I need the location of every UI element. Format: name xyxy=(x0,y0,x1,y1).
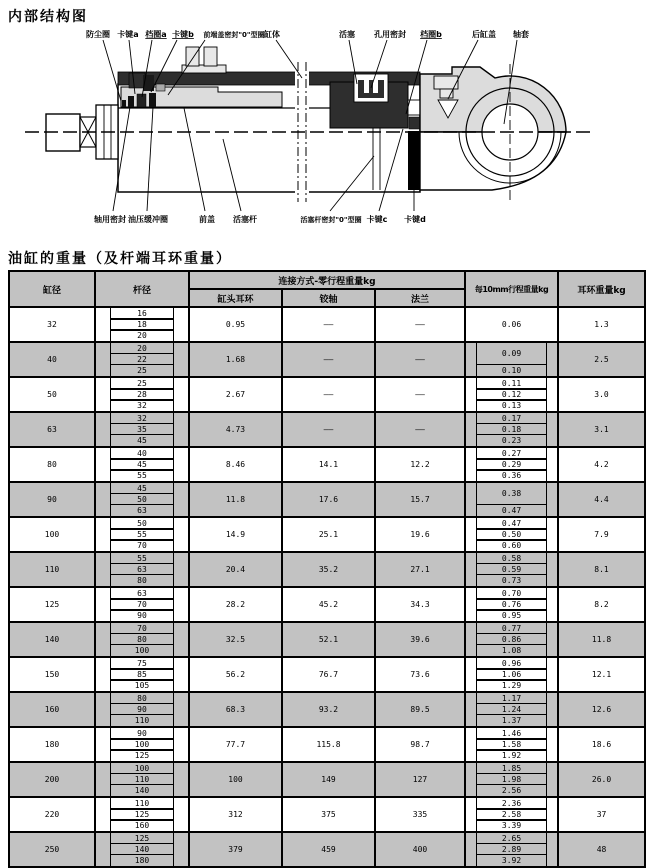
ring-weight-cell: 12.6 xyxy=(558,692,645,727)
ring-weight-cell: 26.0 xyxy=(558,762,645,797)
per10-value: 2.65 xyxy=(476,832,547,845)
rod-value: 45 xyxy=(110,434,174,447)
bore-cell: 90 xyxy=(9,482,95,517)
rod-cell xyxy=(95,575,189,587)
rod-value: 70 xyxy=(110,598,174,611)
head-ring-weight-cell: 32.5 xyxy=(189,622,282,657)
ring-weight-cell: 4.2 xyxy=(558,447,645,482)
rod-value: 125 xyxy=(110,832,174,845)
per10-value: 1.06 xyxy=(476,668,547,681)
rod-value: 180 xyxy=(110,854,174,867)
rod-cell xyxy=(95,400,189,412)
flange-weight-cell: 12.2 xyxy=(375,447,465,482)
rod-value: 110 xyxy=(110,773,174,786)
rod-cell xyxy=(95,785,189,797)
flange-weight-cell: 19.6 xyxy=(375,517,465,552)
per10-value: 0.47 xyxy=(476,504,547,517)
per10-value: 1.29 xyxy=(476,679,547,692)
table-row xyxy=(9,692,645,704)
hinge-weight-cell: —— xyxy=(282,412,375,447)
per10-value: 0.36 xyxy=(476,469,547,482)
rod-value: 105 xyxy=(110,679,174,692)
per10-weight-cell xyxy=(465,680,558,692)
bore-cell: 80 xyxy=(9,447,95,482)
head-ring-weight-cell: 379 xyxy=(189,832,282,867)
rod-value: 32 xyxy=(110,412,174,425)
flange-weight-cell: 400 xyxy=(375,832,465,867)
rod-value: 50 xyxy=(110,517,174,530)
ring-weight-cell: 48 xyxy=(558,832,645,867)
rod-value: 63 xyxy=(110,587,174,600)
rod-value: 110 xyxy=(110,797,174,810)
rod-value: 100 xyxy=(110,762,174,775)
table-row xyxy=(9,342,645,354)
rod-value: 75 xyxy=(110,657,174,670)
rod-value: 110 xyxy=(110,714,174,727)
per10-weight-cell: 0.06 xyxy=(465,307,558,342)
rod-value: 70 xyxy=(110,539,174,552)
rod-value: 80 xyxy=(110,633,174,646)
rod-value: 85 xyxy=(110,668,174,681)
rod-value: 100 xyxy=(110,738,174,751)
rod-value: 80 xyxy=(110,574,174,587)
per10-value: 0.11 xyxy=(476,377,547,390)
head-ring-weight-cell: 28.2 xyxy=(189,587,282,622)
tie-bolts xyxy=(182,47,226,73)
per10-value: 3.92 xyxy=(476,854,547,867)
rod-cell xyxy=(95,750,189,762)
per10-weight-cell xyxy=(465,482,558,505)
bore-cell: 150 xyxy=(9,657,95,692)
per10-weight-cell xyxy=(465,750,558,762)
per10-value: 0.70 xyxy=(476,587,547,600)
head-ring-weight-cell: 2.67 xyxy=(189,377,282,412)
ring-weight-cell: 3.0 xyxy=(558,377,645,412)
label-front-cover: 前盖 xyxy=(199,215,215,224)
flange-weight-cell: 27.1 xyxy=(375,552,465,587)
per10-value: 0.23 xyxy=(476,434,547,447)
rod-cell xyxy=(95,680,189,692)
rod-value: 20 xyxy=(110,329,174,342)
rod-cell xyxy=(95,505,189,517)
ring-weight-cell: 2.5 xyxy=(558,342,645,377)
hinge-weight-cell: 45.2 xyxy=(282,587,375,622)
rod-value: 70 xyxy=(110,622,174,635)
per10-value: 0.13 xyxy=(476,399,547,412)
label-buffer-ring: 油压缓冲圈 xyxy=(128,215,168,224)
per10-value: 0.76 xyxy=(476,598,547,611)
header-ring-weight: 耳环重量kg xyxy=(558,271,645,307)
per10-value: 0.18 xyxy=(476,423,547,436)
rod-value: 80 xyxy=(110,692,174,705)
per10-value: 1.08 xyxy=(476,644,547,657)
head-ring-weight-cell: 4.73 xyxy=(189,412,282,447)
head-ring-weight-cell: 8.46 xyxy=(189,447,282,482)
per10-value: 0.50 xyxy=(476,528,547,541)
rod-value: 63 xyxy=(110,563,174,576)
rod-value: 90 xyxy=(110,609,174,622)
rod-value: 55 xyxy=(110,552,174,565)
label-piston-rod: 活塞杆 xyxy=(233,215,257,224)
per10-value: 1.92 xyxy=(476,749,547,762)
per10-value: 0.73 xyxy=(476,574,547,587)
rod-value: 45 xyxy=(110,482,174,495)
rod-value: 125 xyxy=(110,808,174,821)
rod-cell xyxy=(95,435,189,447)
per10-value: 0.58 xyxy=(476,552,547,565)
hinge-weight-cell: 52.1 xyxy=(282,622,375,657)
per10-value: 1.98 xyxy=(476,773,547,786)
head-ring-weight-cell: 312 xyxy=(189,797,282,832)
head-ring-weight-cell: 14.9 xyxy=(189,517,282,552)
per10-value: 0.47 xyxy=(476,517,547,530)
header-per10: 每10mm行程重量kg xyxy=(465,271,558,307)
per10-value: 0.96 xyxy=(476,657,547,670)
rod-value: 125 xyxy=(110,749,174,762)
flange-weight-cell: 34.3 xyxy=(375,587,465,622)
rod-cell xyxy=(95,365,189,377)
flange-weight-cell: 73.6 xyxy=(375,657,465,692)
head-ring-weight-cell: 100 xyxy=(189,762,282,797)
table-row xyxy=(9,377,645,389)
clamp-strip xyxy=(408,131,421,190)
weight-table-body xyxy=(9,307,645,867)
per10-value: 0.12 xyxy=(476,388,547,401)
per10-weight-cell xyxy=(465,820,558,832)
flange-weight-cell: —— xyxy=(375,342,465,377)
label-key-c: 卡键c xyxy=(366,215,388,224)
rod-value: 16 xyxy=(110,307,174,320)
rod-value: 160 xyxy=(110,819,174,832)
label-retainer-a: 档圈a xyxy=(145,30,167,39)
label-key-b: 卡键b xyxy=(172,30,194,39)
hinge-weight-cell: 76.7 xyxy=(282,657,375,692)
rod-cell xyxy=(95,470,189,482)
hinge-weight-cell: 35.2 xyxy=(282,552,375,587)
per10-weight-cell xyxy=(465,855,558,867)
per10-weight-cell xyxy=(465,470,558,482)
hinge-weight-cell: 25.1 xyxy=(282,517,375,552)
ring-weight-cell: 18.6 xyxy=(558,727,645,762)
label-key-a: 卡键a xyxy=(117,30,139,39)
head-ring-weight-cell: 68.3 xyxy=(189,692,282,727)
rod-value: 55 xyxy=(110,469,174,482)
per10-value: 2.56 xyxy=(476,784,547,797)
hinge-weight-cell: 93.2 xyxy=(282,692,375,727)
weight-table-header xyxy=(9,271,645,307)
ring-weight-cell: 7.9 xyxy=(558,517,645,552)
ring-weight-cell: 4.4 xyxy=(558,482,645,517)
per10-value: 1.24 xyxy=(476,703,547,716)
flange-weight-cell: 127 xyxy=(375,762,465,797)
flange-weight-cell: 89.5 xyxy=(375,692,465,727)
head-ring-weight-cell: 1.68 xyxy=(189,342,282,377)
per10-weight-cell xyxy=(465,342,558,365)
label-shaft-seal: 轴用密封 xyxy=(94,215,126,224)
per10-value: 1.17 xyxy=(476,692,547,705)
per10-value: 2.89 xyxy=(476,843,547,856)
hinge-weight-cell: 14.1 xyxy=(282,447,375,482)
hinge-weight-cell: 459 xyxy=(282,832,375,867)
per10-value: 1.37 xyxy=(476,714,547,727)
rod-value: 90 xyxy=(110,703,174,716)
rod-cell xyxy=(95,645,189,657)
label-cylinder-body: 缸体 xyxy=(264,30,280,39)
table-row xyxy=(9,307,645,319)
ring-weight-cell: 11.8 xyxy=(558,622,645,657)
head-ring-weight-cell: 11.8 xyxy=(189,482,282,517)
per10-weight-cell xyxy=(465,645,558,657)
table-row xyxy=(9,657,645,669)
bore-cell: 220 xyxy=(9,797,95,832)
rod-cell xyxy=(95,715,189,727)
head-ring-weight-cell: 77.7 xyxy=(189,727,282,762)
rod-cell xyxy=(95,820,189,832)
per10-value: 0.17 xyxy=(476,412,547,425)
hinge-weight-cell: —— xyxy=(282,377,375,412)
rod-value: 140 xyxy=(110,843,174,856)
retainer-parts xyxy=(408,100,421,129)
table-row xyxy=(9,832,645,844)
per10-value: 2.36 xyxy=(476,797,547,810)
flange-weight-cell: 335 xyxy=(375,797,465,832)
ring-weight-cell: 1.3 xyxy=(558,307,645,342)
rod-value: 63 xyxy=(110,504,174,517)
per10-weight-cell xyxy=(465,715,558,727)
table-row xyxy=(9,482,645,494)
header-hinge: 铰轴 xyxy=(282,289,375,307)
ring-weight-cell: 3.1 xyxy=(558,412,645,447)
per10-value: 0.86 xyxy=(476,633,547,646)
rod-cell xyxy=(95,540,189,552)
head-ring-weight-cell: 20.4 xyxy=(189,552,282,587)
table-row xyxy=(9,762,645,774)
table-row xyxy=(9,412,645,424)
ring-weight-cell: 8.1 xyxy=(558,552,645,587)
table-row xyxy=(9,797,645,809)
label-rod-oring: 活塞杆密封"0"型圈 xyxy=(300,216,362,224)
rod-value: 25 xyxy=(110,364,174,377)
rod-cell xyxy=(95,610,189,622)
bore-cell: 125 xyxy=(9,587,95,622)
label-bushing: 轴套 xyxy=(513,30,529,39)
label-dust-ring: 防尘圈 xyxy=(86,30,110,39)
bore-cell: 250 xyxy=(9,832,95,867)
bore-cell: 50 xyxy=(9,377,95,412)
head-ring-weight-cell: 0.95 xyxy=(189,307,282,342)
rod-value: 140 xyxy=(110,784,174,797)
hinge-weight-cell: 149 xyxy=(282,762,375,797)
per10-weight-cell xyxy=(465,365,558,377)
table-row xyxy=(9,622,645,634)
per10-value: 0.60 xyxy=(476,539,547,552)
rod-value: 55 xyxy=(110,528,174,541)
bore-cell: 100 xyxy=(9,517,95,552)
hinge-weight-cell: —— xyxy=(282,342,375,377)
rod-value: 28 xyxy=(110,388,174,401)
flange-weight-cell: —— xyxy=(375,307,465,342)
flange-weight-cell: —— xyxy=(375,412,465,447)
weight-table xyxy=(8,270,646,868)
ring-weight-cell: 8.2 xyxy=(558,587,645,622)
per10-value: 1.85 xyxy=(476,762,547,775)
ring-weight-cell: 37 xyxy=(558,797,645,832)
per10-value: 2.58 xyxy=(476,808,547,821)
rod-value: 50 xyxy=(110,493,174,506)
rod-value: 20 xyxy=(110,342,174,355)
rod-value: 35 xyxy=(110,423,174,436)
diagram-title: 内部结构图 xyxy=(8,9,88,25)
bore-cell: 180 xyxy=(9,727,95,762)
label-bore-seal: 孔用密封 xyxy=(374,30,406,39)
rod-value: 18 xyxy=(110,318,174,331)
label-rear-cap: 后缸盖 xyxy=(472,30,496,39)
per10-weight-cell xyxy=(465,575,558,587)
flange-weight-cell: —— xyxy=(375,377,465,412)
per10-value: 1.58 xyxy=(476,738,547,751)
rod-value: 100 xyxy=(110,644,174,657)
ring-weight-cell: 12.1 xyxy=(558,657,645,692)
hinge-weight-cell: —— xyxy=(282,307,375,342)
flange-weight-cell: 39.6 xyxy=(375,622,465,657)
table-row xyxy=(9,447,645,459)
table-row xyxy=(9,727,645,739)
hinge-weight-cell: 375 xyxy=(282,797,375,832)
bore-cell: 40 xyxy=(9,342,95,377)
per10-value: 0.10 xyxy=(476,364,547,377)
hinge-weight-cell: 115.8 xyxy=(282,727,375,762)
rod-cell xyxy=(95,855,189,867)
label-front-cap-oring: 前端盖密封"0"型圈 xyxy=(203,31,265,39)
per10-value: 3.39 xyxy=(476,819,547,832)
rod-value: 25 xyxy=(110,377,174,390)
rod-value: 32 xyxy=(110,399,174,412)
per10-value: 0.27 xyxy=(476,447,547,460)
per10-value: 1.46 xyxy=(476,727,547,740)
table-title: 油缸的重量（及杆端耳环重量） xyxy=(8,251,232,267)
bore-cell: 32 xyxy=(9,307,95,342)
bore-cell: 63 xyxy=(9,412,95,447)
per10-value: 0.77 xyxy=(476,622,547,635)
per10-weight-cell xyxy=(465,400,558,412)
rod-value: 22 xyxy=(110,353,174,366)
per10-weight-cell xyxy=(465,505,558,517)
table-row xyxy=(9,517,645,529)
label-piston: 活塞 xyxy=(339,30,355,39)
bore-cell: 110 xyxy=(9,552,95,587)
per10-weight-cell xyxy=(465,540,558,552)
table-row xyxy=(9,587,645,599)
header-bore: 缸径 xyxy=(9,271,95,307)
table-row xyxy=(9,552,645,564)
per10-value: 0.59 xyxy=(476,563,547,576)
head-ring-weight-cell: 56.2 xyxy=(189,657,282,692)
header-rod: 杆径 xyxy=(95,271,189,307)
rod-value: 45 xyxy=(110,458,174,471)
bore-cell: 200 xyxy=(9,762,95,797)
rod-value: 90 xyxy=(110,727,174,740)
per10-weight-cell xyxy=(465,785,558,797)
rod-cell xyxy=(95,330,189,342)
header-head-ring: 缸头耳环 xyxy=(189,289,282,307)
label-key-d: 卡键d xyxy=(404,215,426,224)
per10-value: 0.09 xyxy=(476,342,547,366)
header-connection-group: 连接方式-零行程重量kg xyxy=(189,271,465,289)
per10-weight-cell xyxy=(465,435,558,447)
bore-cell: 140 xyxy=(9,622,95,657)
structure-diagram xyxy=(0,26,650,242)
per10-value: 0.29 xyxy=(476,458,547,471)
bore-cell: 160 xyxy=(9,692,95,727)
flange-weight-cell: 98.7 xyxy=(375,727,465,762)
header-flange: 法兰 xyxy=(375,289,465,307)
per10-value: 0.95 xyxy=(476,609,547,622)
per10-value: 0.38 xyxy=(476,482,547,506)
label-retainer-b: 档圈b xyxy=(420,30,442,39)
per10-weight-cell xyxy=(465,610,558,622)
hinge-weight-cell: 17.6 xyxy=(282,482,375,517)
flange-weight-cell: 15.7 xyxy=(375,482,465,517)
rod-value: 40 xyxy=(110,447,174,460)
